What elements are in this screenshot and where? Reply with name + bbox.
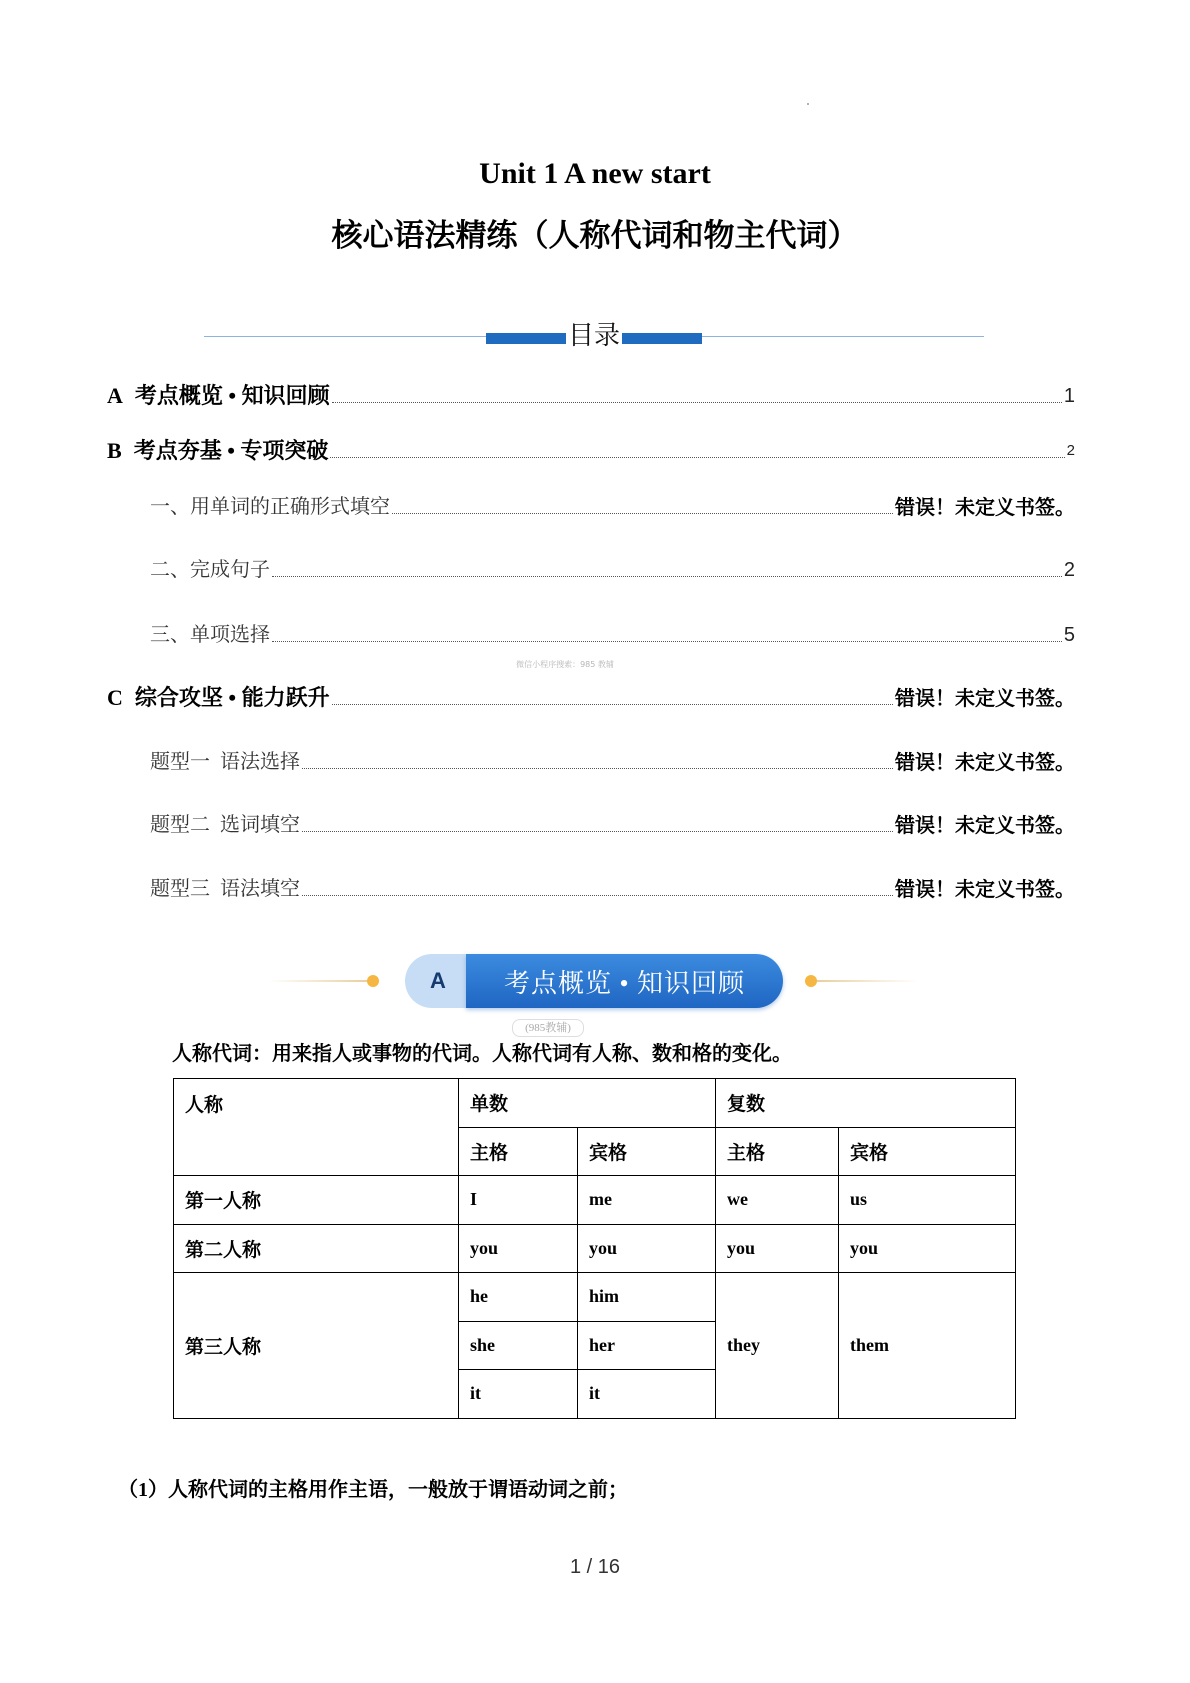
toc-leader xyxy=(332,703,893,705)
banner-line-right xyxy=(817,980,917,982)
table-header-plural: 复数 xyxy=(716,1079,1016,1128)
table-cell-person: 第一人称 xyxy=(174,1176,459,1225)
table-cell: we xyxy=(716,1176,839,1225)
toc-entry-page: 1 xyxy=(1063,385,1075,407)
banner-pill xyxy=(466,954,783,1008)
toc-entry-page: 错误！未定义书签。 xyxy=(895,495,1075,519)
table-header-singular: 单数 xyxy=(459,1079,716,1128)
toc-leader xyxy=(332,401,1062,403)
table-row xyxy=(174,1176,1016,1225)
table-cell-person: 第三人称 xyxy=(174,1273,459,1419)
section-banner xyxy=(268,954,917,1008)
table-cell: you xyxy=(716,1224,839,1273)
toc-entry-label: 题型一 语法选择 xyxy=(150,751,300,773)
toc-entry-b-2[interactable] xyxy=(150,555,1075,585)
toc-entry-label: 题型二 选词填空 xyxy=(150,814,300,836)
page-subtitle: 核心语法精练（人称代词和物主代词） xyxy=(331,218,859,253)
toc-entry-c[interactable] xyxy=(107,683,1075,713)
toc-entry-b-3[interactable] xyxy=(150,620,1075,650)
table-header-case: 主格 xyxy=(459,1127,578,1176)
toc-entry-letter: A xyxy=(107,383,123,408)
table-cell: her xyxy=(578,1321,716,1370)
stray-mark xyxy=(807,103,809,105)
table-row xyxy=(174,1224,1016,1273)
banner-line-left xyxy=(268,980,368,982)
table-cell: they xyxy=(716,1273,839,1419)
toc-entry-letter: B xyxy=(107,438,122,463)
page-number: 1 / 16 xyxy=(569,1556,621,1578)
toc-header xyxy=(204,322,984,350)
pronoun-table xyxy=(173,1078,1016,1419)
banner-title: 考点概览 • 知识回顾 xyxy=(503,968,746,998)
toc-leader xyxy=(272,575,1062,577)
toc-entry-page: 2 xyxy=(1063,559,1075,581)
toc-leader xyxy=(392,512,893,514)
toc-bar-left xyxy=(486,333,566,344)
watermark-stamp: (985教辅) xyxy=(512,1019,584,1037)
table-header-case: 主格 xyxy=(716,1127,839,1176)
toc-entry-c-2[interactable] xyxy=(150,810,1075,840)
toc-entry-label: 考点夯基 • 专项突破 xyxy=(133,438,329,463)
toc-entry-page: 错误！未定义书签。 xyxy=(895,750,1075,774)
toc-leader xyxy=(272,640,1062,642)
toc-entry-label: 题型三 语法填空 xyxy=(150,878,300,900)
toc-entry-c-1[interactable] xyxy=(150,747,1075,777)
toc-heading-group xyxy=(204,322,984,350)
table-cell: you xyxy=(839,1224,1016,1273)
toc-entry-page: 错误！未定义书签。 xyxy=(895,813,1075,837)
table-cell: us xyxy=(839,1176,1016,1225)
table-cell-person: 第二人称 xyxy=(174,1224,459,1273)
table-cell: it xyxy=(459,1370,578,1419)
table-cell: he xyxy=(459,1273,578,1322)
toc-entry-page: 2 xyxy=(1066,442,1075,459)
banner-dot-right xyxy=(805,975,817,987)
toc-entry-page: 错误！未定义书签。 xyxy=(895,877,1075,901)
toc-entry-page: 错误！未定义书签。 xyxy=(895,686,1075,710)
toc-entry-page: 5 xyxy=(1063,624,1075,646)
toc-entry-label: 三、单项选择 xyxy=(150,624,270,646)
toc-leader xyxy=(302,830,893,832)
toc-entry-label: 一、用单词的正确形式填空 xyxy=(150,496,390,518)
toc-entry-c-3[interactable] xyxy=(150,874,1075,904)
table-row xyxy=(174,1273,1016,1322)
table-cell: I xyxy=(459,1176,578,1225)
intro-paragraph: 人称代词：用来指人或事物的代词。人称代词有人称、数和格的变化。 xyxy=(172,1043,792,1065)
toc-bar-right xyxy=(622,333,702,344)
toc-entry-b-1[interactable] xyxy=(150,492,1075,522)
table-cell: you xyxy=(578,1224,716,1273)
watermark-text: 微信小程序搜索：985 教辅 xyxy=(516,660,614,669)
table-header-row xyxy=(174,1079,1016,1128)
toc-entry-label: 考点概览 • 知识回顾 xyxy=(134,383,330,408)
toc-leader xyxy=(302,894,893,896)
table-cell: she xyxy=(459,1321,578,1370)
toc-entry-a[interactable] xyxy=(107,381,1075,411)
toc-leader xyxy=(330,456,1064,458)
table-cell: me xyxy=(578,1176,716,1225)
table-cell: them xyxy=(839,1273,1016,1419)
table-header-case: 宾格 xyxy=(578,1127,716,1176)
table-cell: you xyxy=(459,1224,578,1273)
table-cell: him xyxy=(578,1273,716,1322)
banner-letter: A xyxy=(430,968,446,993)
toc-leader xyxy=(302,767,893,769)
banner-dot-left xyxy=(367,975,379,987)
toc-entry-label: 综合攻坚 • 能力跃升 xyxy=(134,685,330,710)
toc-entry-label: 二、完成句子 xyxy=(150,559,270,581)
page-title: Unit 1 A new start xyxy=(479,157,711,190)
rule-note: （1）人称代词的主格用作主语，一般放于谓语动词之前； xyxy=(118,1479,628,1501)
table-header-case: 宾格 xyxy=(839,1127,1016,1176)
toc-entry-letter: C xyxy=(107,685,123,710)
table-cell: it xyxy=(578,1370,716,1419)
toc-entry-b[interactable] xyxy=(107,436,1075,466)
table-header-person: 人称 xyxy=(174,1079,459,1176)
toc-heading: 目录 xyxy=(567,321,620,351)
